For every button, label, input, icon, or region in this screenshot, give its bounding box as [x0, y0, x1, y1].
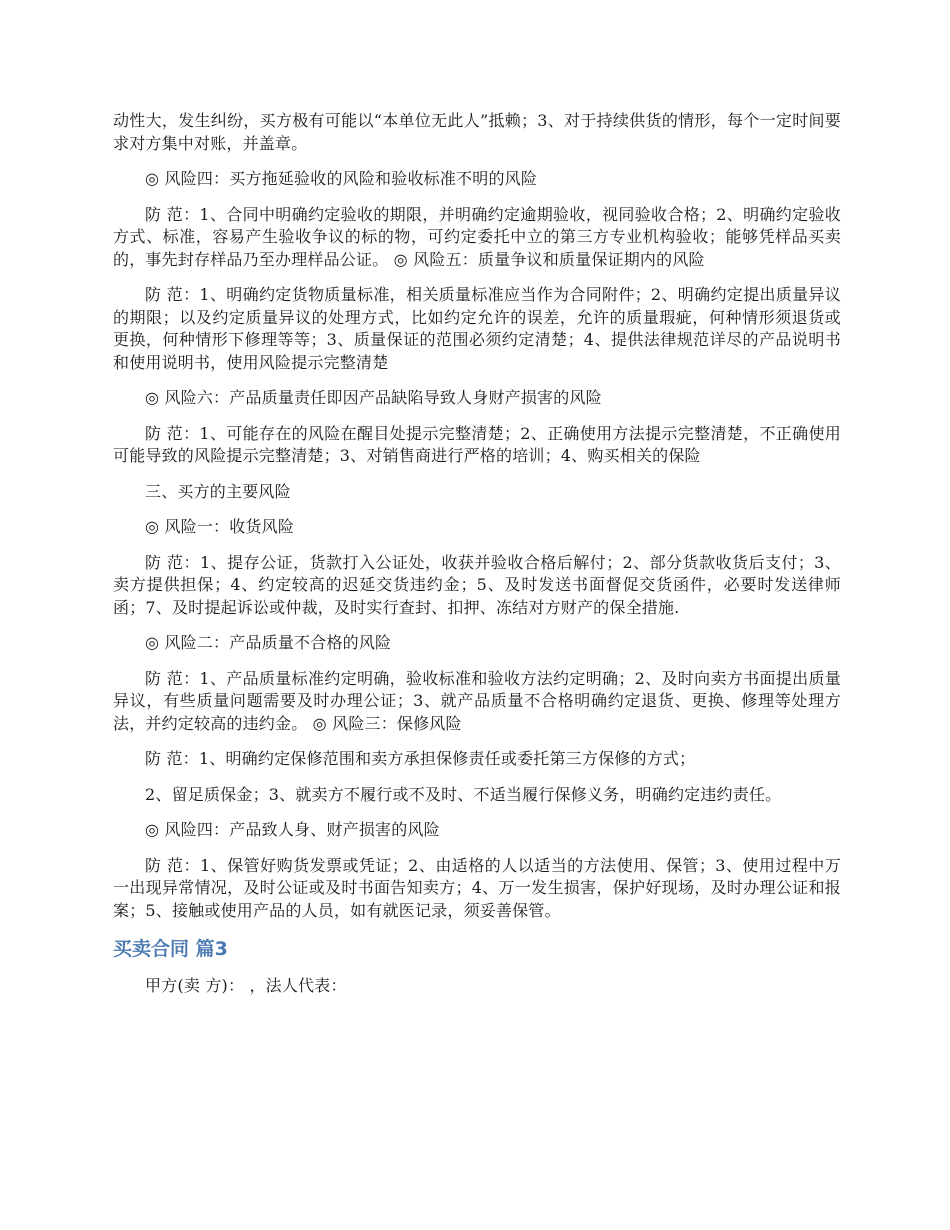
buyer-risk-one-title: ◎ 风险一：收货风险: [145, 517, 295, 536]
risk-four-prevention: 防 范：1、合同中明确约定验收的期限，并明确约定逾期验收，视同验收合格；2、明确约定验收方式、标准，容易产生验收争议的标的物，可约定委托中立的第三方专业机构验收；能够凭样品买卖的，事先封存样品乃至办理样品公证。 ◎ 风险五：质量争议和质量保证期内的风险: [113, 204, 841, 269]
document-page: [113, 110, 841, 998]
buyer-risk-two-title: ◎ 风险二：产品质量不合格的风险: [145, 633, 392, 652]
party-a-line: 甲方(卖 方)： ，法人代表：: [145, 976, 347, 995]
paragraph-continuation: 动性大，发生纠纷，买方极有可能以“本单位无此人”抵赖；3、对于持续供货的情形，每个一定时间要求对方集中对账，并盖章。: [113, 111, 841, 153]
buyer-risk-three-prevention: 防 范：1、明确约定保修范围和卖方承担保修责任或委托第三方保修的方式；: [145, 749, 696, 768]
buyer-risk-two-prevention: 防 范：1、产品质量标准约定明确，验收标准和验收方法约定明确；2、及时向卖方书面提出质量异议，有些质量问题需要及时办理公证；3、就产品质量不合格明确约定退货、更换、修理等处理方法，并约定较高的违约金。 ◎ 风险三：保修风险: [113, 668, 841, 733]
risk-four-title: ◎ 风险四：买方拖延验收的风险和验收标准不明的风险: [145, 169, 538, 188]
buyer-risk-four-title: ◎ 风险四：产品致人身、财产损害的风险: [145, 820, 440, 839]
buyer-risk-three-prevention-cont: 2、留足质保金；3、就卖方不履行或不及时、不适当履行保修义务，明确约定违约责任。: [145, 784, 782, 804]
buyer-risk-one-prevention: 防 范：1、提存公证，货款打入公证处，收获并验收合格后解付；2、部分货款收货后支付；3、卖方提供担保；4、约定较高的迟延交货违约金；5、及时发送书面督促交货函件，必要时发送律师函；7、及时提起诉讼或仲裁，及时实行查封、扣押、冻结对方财产的保全措施.: [113, 552, 841, 617]
section-heading: 买卖合同 篇3: [113, 938, 228, 960]
risk-six-prevention: 防 范：1、可能存在的风险在醒目处提示完整清楚；2、正确使用方法提示完整清楚，不正确使用可能导致的风险提示完整清楚；3、对销售商进行严格的培训；4、购买相关的保险: [113, 423, 841, 465]
buyer-risk-four-prevention: 防 范：1、保管好购货发票或凭证；2、由适格的人以适当的方法使用、保管；3、使用过程中万一出现异常情况，及时公证或及时书面告知卖方；4、万一发生损害，保护好现场，及时办理公证和报案；5、接触或使用产品的人员，如有就医记录，须妥善保管。: [113, 855, 841, 920]
buyer-risks-title: 三、买方的主要风险: [145, 481, 291, 501]
risk-six-title: ◎ 风险六：产品质量责任即因产品缺陷导致人身财产损害的风险: [145, 388, 602, 407]
risk-five-prevention: 防 范：1、明确约定货物质量标准，相关质量标准应当作为合同附件；2、明确约定提出质量异议的期限；以及约定质量异议的处理方式，比如约定允许的误差，允许的质量瑕疵，何种情形须退货或更换，何种情形下修理等等；3、质量保证的范围必须约定清楚；4、提供法律规范详尽的产品说明书和使用说明书，使用风险提示完整清楚: [113, 285, 841, 372]
